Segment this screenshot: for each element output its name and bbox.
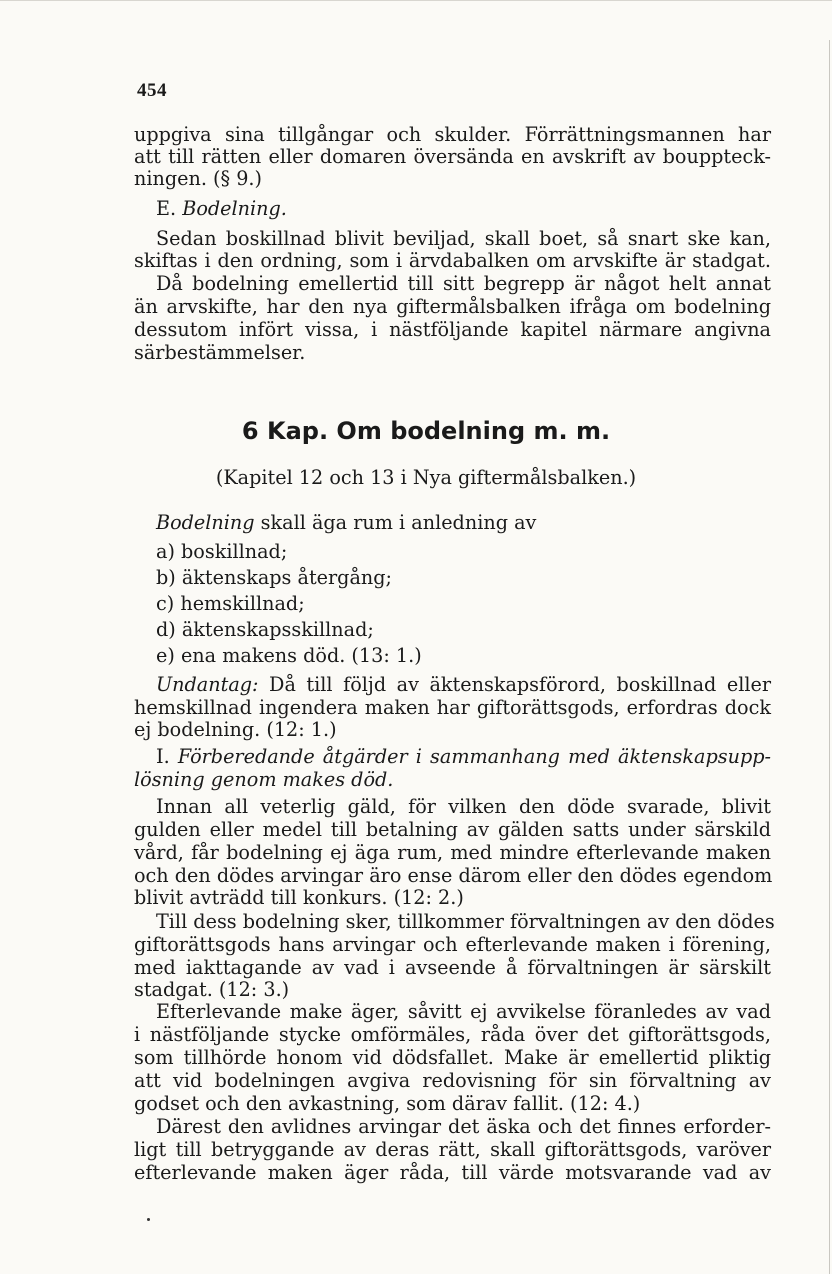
exception-line — [156, 674, 771, 696]
text-line: ej bodelning. (12: 1.) — [134, 718, 337, 741]
text-line: skiftas i den ordning, som i ärvdabalken om arvskifte är stadgat. — [134, 249, 771, 272]
intro-rest: skall äga rum i anledning av — [254, 511, 537, 534]
text-line: ningen. (§ 9.) — [134, 167, 263, 190]
section-e-title: Bodelning. — [182, 197, 287, 220]
text-line: ligt till betryggande av deras rätt, skall giftorättsgods, varöver — [134, 1138, 771, 1161]
text-line: efterlevande maken äger råda, till värde motsvarande vad av — [134, 1161, 771, 1184]
list-item: d) äktenskapsskillnad; — [156, 618, 374, 641]
text-line: Till dess bodelning sker, tillkommer förvaltningen av den dödes — [156, 910, 775, 933]
stray-mark — [147, 1218, 150, 1221]
section-i-prefix: I. — [156, 745, 178, 768]
text-line: och den dödes arvingar äro ense därom eller den dödes egendom — [134, 864, 773, 887]
top-border — [0, 0, 832, 1]
section-i-heading — [156, 746, 771, 768]
text-line: stadgat. (12: 3.) — [134, 978, 290, 1001]
text-line: Därest den avlidnes arvingar det äska och det finnes erforder- — [156, 1115, 771, 1138]
intro-italic: Bodelning — [156, 511, 255, 534]
section-e-label: E. — [156, 197, 183, 220]
text-line: gulden eller medel till betalning av gälden satts under särskild — [134, 818, 771, 841]
chapter-title: 6 Kap. Om bodelning m. m. — [241, 417, 611, 445]
text-line: Innan all veterlig gäld, för vilken den döde svarade, blivit — [156, 795, 771, 818]
chapter-subtitle: (Kapitel 12 och 13 i Nya giftermålsbalken.) — [215, 466, 637, 489]
section-i-line1: Förberedande åtgärder i sammanhang med äktenskapsupp- — [177, 745, 771, 768]
text-line: vård, får bodelning ej äga rum, med mindre efterlevande maken — [134, 841, 771, 864]
text-line: som tillhörde honom vid dödsfallet. Make är emellertid pliktig — [134, 1046, 771, 1069]
text-line: i nästföljande stycke omförmäles, råda över det giftorättsgods, — [134, 1023, 771, 1046]
text-line: med iakttagande av vad i avseende å förvaltningen är särskilt — [134, 956, 771, 979]
exception-italic: Undantag: — [156, 673, 259, 696]
right-edge-line — [829, 40, 830, 1274]
list-item: b) äktenskaps återgång; — [156, 566, 393, 589]
section-i-line2: lösning genom makes död. — [134, 768, 394, 791]
section-heading-e — [156, 198, 456, 220]
text-line: Sedan boskillnad blivit beviljad, skall boet, så snart ske kan, — [156, 227, 771, 250]
text-line: att till rätten eller domaren översända en avskrift av bouppteck- — [134, 145, 771, 168]
list-item: c) hemskillnad; — [156, 592, 305, 615]
text-line: dessutom infört vissa, i nästföljande kapitel närmare angivna — [134, 318, 771, 341]
text-line: än arvskifte, har den nya giftermålsbalken ifråga om bodelning — [134, 295, 771, 318]
page-number: 454 — [137, 80, 167, 101]
text-line: Då bodelning emellertid till sitt begrepp är något helt annat — [156, 272, 771, 295]
text-line: godset och den avkastning, som därav fallit. (12: 4.) — [134, 1092, 641, 1115]
text-line: giftorättsgods hans arvingar och efterlevande maken i förening, — [134, 933, 771, 956]
text-line: hemskillnad ingendera maken har giftorättsgods, erfordras dock — [134, 696, 771, 719]
text-line: särbestämmelser. — [134, 341, 306, 364]
list-item: e) ena makens död. (13: 1.) — [156, 644, 422, 667]
intro-line — [156, 512, 556, 534]
text-line: Efterlevande make äger, såvitt ej avvikelse föranledes av vad — [156, 1000, 771, 1023]
text-line: blivit avträdd till konkurs. (12: 2.) — [134, 886, 464, 909]
text-line: att vid bodelningen avgiva redovisning för sin förvaltning av — [134, 1069, 771, 1092]
exception-rest: Då till följd av äktenskapsförord, boskillnad eller — [258, 673, 771, 696]
list-item: a) boskillnad; — [156, 540, 288, 563]
text-line: uppgiva sina tillgångar och skulder. Förrättningsmannen har — [134, 123, 771, 146]
